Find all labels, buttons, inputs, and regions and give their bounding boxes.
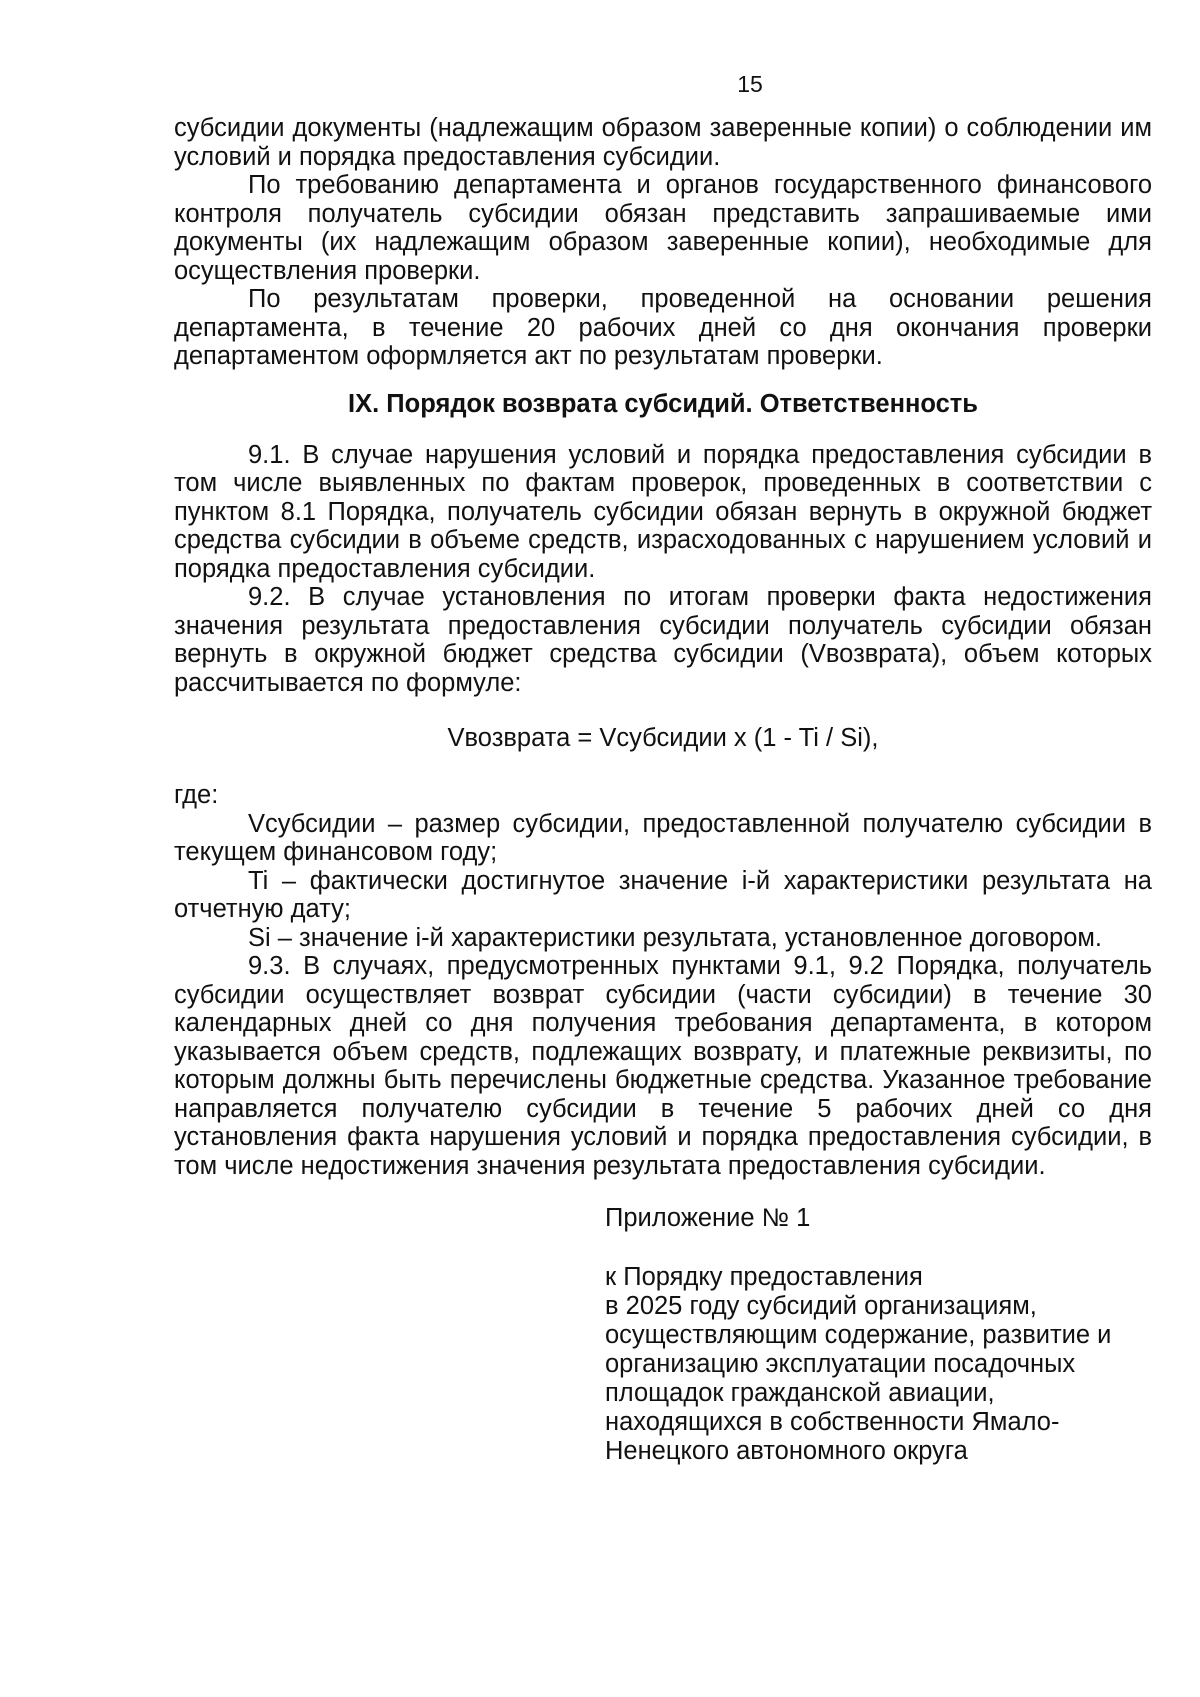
paragraph-9-1: 9.1. В случае нарушения условий и порядка предоставления субсидии в том числе выявленных по фактам проверок, проведенных в соответствии с пунктом 8.1 Порядка, получатель субсидии обязан вернуть в окружной бюджет средства субсидии в объеме средств, израсходованных с нарушением условий и порядка предоставления субсидии. [174, 440, 1152, 583]
appendix-description [605, 1263, 1125, 1466]
appendix-line: организацию эксплуатации посадочных [605, 1350, 1076, 1378]
document-body [174, 114, 1152, 1180]
definition-v-subsidy: Vсубсидии – размер субсидии, предоставленной получателю субсидии в текущем финансовом году; [174, 809, 1152, 866]
appendix-line: в 2025 году субсидий организациям, [605, 1292, 1037, 1320]
appendix-line: Ненецкого автономного округа [605, 1437, 968, 1465]
page-number: 15 [737, 71, 763, 97]
formula: Vвозврата = Vсубсидии x (1 - Ti / Si), [447, 724, 879, 752]
paragraph-documents-request: По требованию департамента и органов государственного финансового контроля получатель субсидии обязан представить запрашиваемые ими документы (их надлежащим образом заверенные копии), необходимые для осуществления проверки. [174, 171, 1152, 285]
section-heading: IX. Порядок возврата субсидий. Ответственность [348, 389, 978, 418]
definition-ti: Ti – фактически достигнутое значение i-й характеристики результата на отчетную дату; [174, 866, 1152, 923]
paragraph-inspection-act: По результатам проверки, проведенной на основании решения департамента, в течение 20 рабочих дней со дня окончания проверки департаментом оформляется акт по результатам проверки. [174, 285, 1152, 370]
definition-si: Si – значение i-й характеристики результата, установленное договором. [248, 923, 1103, 952]
paragraph-continuation: субсидии документы (надлежащим образом заверенные копии) о соблюдении им условий и порядка предоставления субсидии. [174, 114, 1152, 171]
paragraph-9-3: 9.3. В случаях, предусмотренных пунктами 9.1, 9.2 Порядка, получатель субсидии осуществляет возврат субсидии (части субсидии) в течение 30 календарных дней со дня получения требования департамента, в котором указывается объем средств, подлежащих возврату, и платежные реквизиты, по которым должны быть перечислены бюджетные средства. Указанное требование направляется получателю субсидии в течение 5 рабочих дней со дня установления факта нарушения условий и порядка предоставления субсидии, в том числе недостижения значения результата предоставления субсидии. [174, 952, 1152, 1180]
appendix-line: к Порядку предоставления [605, 1263, 923, 1291]
where-label: где: [174, 781, 219, 809]
appendix-title: Приложение № 1 [605, 1204, 811, 1232]
appendix-line: находящихся в собственности Ямало- [605, 1408, 1060, 1436]
paragraph-9-2: 9.2. В случае установления по итогам проверки факта недостижения значения результата предоставления субсидии получатель субсидии обязан вернуть в окружной бюджет средства субсидии (Vвозврата), объем которых рассчитывается по формуле: [174, 583, 1152, 697]
appendix-line: площадок гражданской авиации, [605, 1379, 995, 1407]
appendix-line: осуществляющим содержание, развитие и [605, 1321, 1112, 1349]
appendix-block [605, 1204, 1125, 1466]
